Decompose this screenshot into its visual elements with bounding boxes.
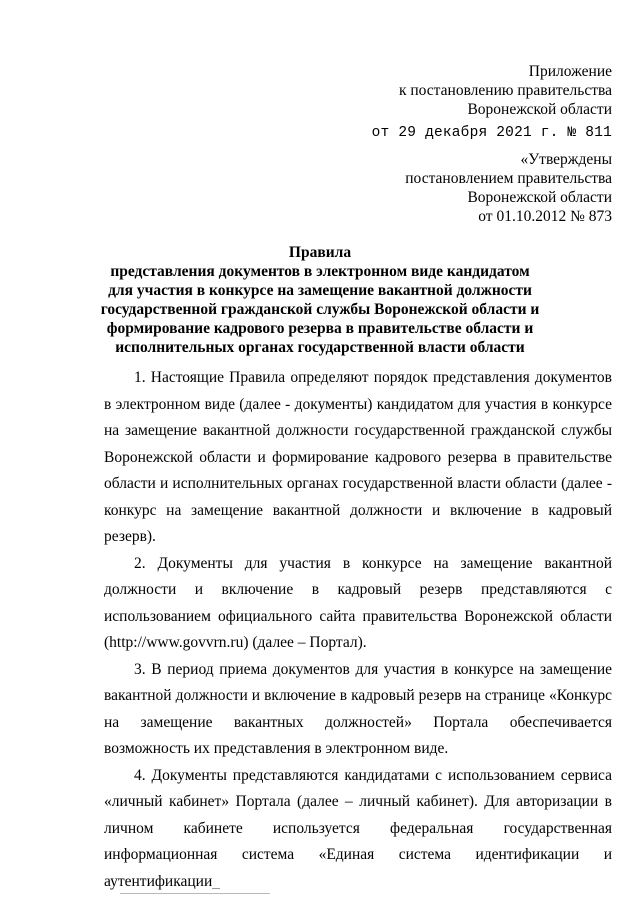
approved-region: Воронежской области — [467, 189, 612, 206]
appendix-header — [372, 62, 612, 143]
appendix-date-number: от 29 декабря 2021 г. № 811 — [371, 125, 612, 141]
document-title — [100, 243, 540, 357]
paragraph-3: 3. В период приема документов для участия в конкурсе на замещение вакантной должности и включение в кадровый резерв на странице «Конкурс на замещение вакантных должностей» Портала обеспечивается возможность их представления в электронном виде. — [104, 660, 612, 757]
paragraph-1: 1. Настоящие Правила определяют порядок представления документов в электронном виде (далее - документы) кандидатом для участия в конкурсе на замещение вакантной должности государственной гражданской службы Воронежской области и формирование кадрового резерва в правительстве области и исполнительных органах государственной власти области (далее - конкурс на замещение вакантной должности и включение в кадровый резерв). — [104, 369, 612, 545]
approved-resolution-ref: постановлением правительства — [405, 170, 612, 187]
approved-label: «Утверждены — [520, 151, 612, 168]
appendix-region: Воронежской области — [467, 101, 612, 118]
footer-divider — [120, 893, 270, 894]
title-heading: Правила — [288, 244, 352, 261]
appendix-resolution-ref: к постановлению правительства — [398, 82, 612, 99]
document-body — [104, 365, 612, 895]
paragraph-2: 2. Документы для участия в конкурсе на замещение вакантной должности и включение в кадровый резерв представляются с использованием официального сайта правительства Воронежской области (http://www.govvrn.ru) (далее – Портал). — [104, 554, 612, 651]
footer-mark — [212, 888, 220, 889]
appendix-label: Приложение — [528, 63, 612, 80]
approved-header — [405, 150, 612, 226]
title-subtitle: представления документов в электронном виде кандидатом для участия в конкурсе на замещение вакантной должности государственной гражданской службы Воронежской области и формирование кадрового резерва в правительстве области и исполнительных органах государственной власти области — [100, 263, 540, 356]
approved-date-number: от 01.10.2012 № 873 — [478, 208, 612, 225]
paragraph-4: 4. Документы представляются кандидатами с использованием сервиса «личный кабинет» Портала (далее – личный кабинет). Для авторизации в личном кабинете используется федеральная государственная информационная система «Единая система идентификации и аутентификации — [104, 766, 612, 890]
